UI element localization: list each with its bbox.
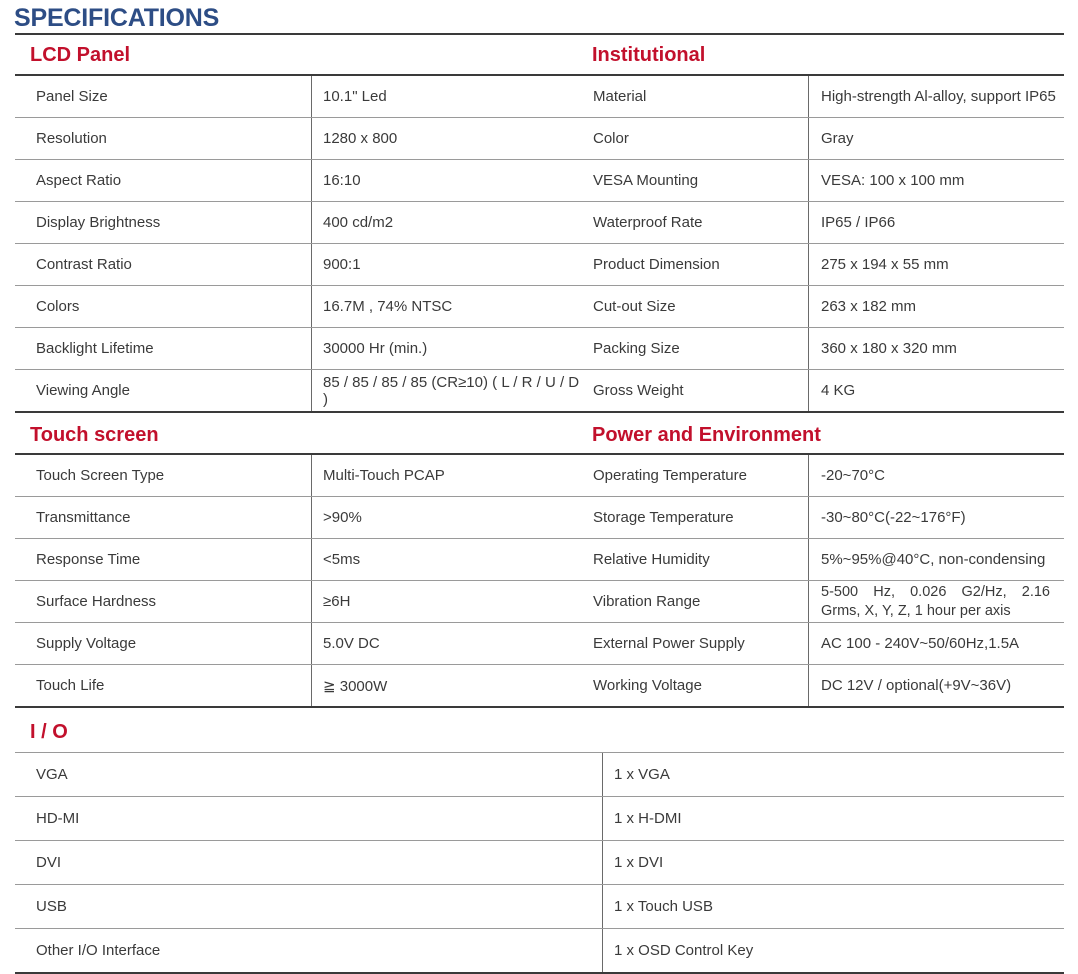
spec-value: ≥6H [312, 581, 581, 623]
page-title: SPECIFICATIONS [14, 4, 220, 32]
table-row [15, 929, 1064, 974]
table-row [15, 497, 580, 539]
spec-key: External Power Supply [580, 623, 809, 665]
table-row [580, 244, 1064, 286]
table-row [15, 286, 580, 328]
spec-value-multiline [809, 581, 1065, 623]
spec-value: 400 cd/m2 [312, 202, 581, 244]
table-row [15, 753, 1064, 797]
spec-key: Transmittance [15, 497, 312, 539]
spec-key: Supply Voltage [15, 623, 312, 665]
spec-value: 16:10 [312, 160, 581, 202]
spec-value: 5.0V DC [312, 623, 581, 665]
spec-value: 263 x 182 mm [809, 286, 1065, 328]
table-row [580, 328, 1064, 370]
spec-key: Vibration Range [580, 581, 809, 623]
table-row [15, 328, 580, 370]
spec-value: 360 x 180 x 320 mm [809, 328, 1065, 370]
section-heading-io: I / O [15, 708, 1064, 753]
left-column [15, 35, 580, 708]
io-table [15, 753, 1064, 974]
spec-key: Colors [15, 286, 312, 328]
table-row [15, 202, 580, 244]
table-row [15, 160, 580, 202]
spec-value: Multi-Touch PCAP [312, 455, 581, 497]
table-row [15, 797, 1064, 841]
spec-key: VGA [15, 753, 603, 797]
spec-key: Aspect Ratio [15, 160, 312, 202]
table-row [580, 76, 1064, 118]
table-row [580, 497, 1064, 539]
power-environment-table [580, 455, 1064, 708]
section-heading-institutional: Institutional [580, 35, 1064, 76]
spec-value-line-1: 5-500 Hz, 0.026 G2/Hz, 2.16 [821, 583, 1050, 600]
spec-value: 30000 Hr (min.) [312, 328, 581, 370]
spec-value: 85 / 85 / 85 / 85 (CR≥10) ( L / R / U / D ) [312, 370, 581, 413]
table-row [15, 581, 580, 623]
spec-value: 900:1 [312, 244, 581, 286]
table-row [15, 623, 580, 665]
spec-key: Panel Size [15, 76, 312, 118]
spec-key: Surface Hardness [15, 581, 312, 623]
spec-value: 4 KG [809, 370, 1065, 413]
spec-value: 1 x DVI [603, 841, 1065, 885]
spec-value: <5ms [312, 539, 581, 581]
table-row [580, 665, 1064, 708]
io-section [15, 708, 1064, 974]
table-row [15, 539, 580, 581]
spec-key: Backlight Lifetime [15, 328, 312, 370]
spec-key: Gross Weight [580, 370, 809, 413]
spec-key: Response Time [15, 539, 312, 581]
table-row [15, 841, 1064, 885]
section-heading-power-environment: Power and Environment [580, 413, 1064, 455]
spec-value: >90% [312, 497, 581, 539]
spec-key: Display Brightness [15, 202, 312, 244]
spec-value: ≧ 3000W [312, 665, 581, 708]
spec-key: Waterproof Rate [580, 202, 809, 244]
table-row [580, 581, 1064, 623]
spec-key: Resolution [15, 118, 312, 160]
table-row [15, 118, 580, 160]
spec-value: IP65 / IP66 [809, 202, 1065, 244]
table-row [580, 202, 1064, 244]
table-row [580, 539, 1064, 581]
table-row [15, 885, 1064, 929]
spec-key: Storage Temperature [580, 497, 809, 539]
spec-value: 1280 x 800 [312, 118, 581, 160]
spec-value: DC 12V / optional(+9V~36V) [809, 665, 1065, 708]
spec-key: Other I/O Interface [15, 929, 603, 974]
spec-key: Operating Temperature [580, 455, 809, 497]
spec-value: High-strength Al-alloy, support IP65 [809, 76, 1065, 118]
spec-value: 10.1" Led [312, 76, 581, 118]
spec-value: 1 x Touch USB [603, 885, 1065, 929]
spec-key: HD-MI [15, 797, 603, 841]
spec-key: USB [15, 885, 603, 929]
table-row [15, 244, 580, 286]
spec-key: Contrast Ratio [15, 244, 312, 286]
spec-key: DVI [15, 841, 603, 885]
spec-value: -20~70°C [809, 455, 1065, 497]
spec-columns [15, 33, 1064, 708]
touch-screen-table [15, 455, 580, 708]
table-row [15, 76, 580, 118]
spec-key: Packing Size [580, 328, 809, 370]
spec-value: Gray [809, 118, 1065, 160]
spec-key: Touch Screen Type [15, 455, 312, 497]
table-row [580, 370, 1064, 413]
table-row [580, 286, 1064, 328]
table-row [580, 623, 1064, 665]
spec-value: 1 x VGA [603, 753, 1065, 797]
spec-key: Product Dimension [580, 244, 809, 286]
spec-key: Color [580, 118, 809, 160]
spec-value: AC 100 - 240V~50/60Hz,1.5A [809, 623, 1065, 665]
spec-value: 16.7M , 74% NTSC [312, 286, 581, 328]
spec-value: 1 x OSD Control Key [603, 929, 1065, 974]
spec-key: Cut-out Size [580, 286, 809, 328]
spec-value: 275 x 194 x 55 mm [809, 244, 1065, 286]
spec-key: Material [580, 76, 809, 118]
spec-value-line-2: Grms, X, Y, Z, 1 hour per axis [821, 602, 1011, 619]
spec-key: VESA Mounting [580, 160, 809, 202]
spec-key: Relative Humidity [580, 539, 809, 581]
institutional-table [580, 76, 1064, 413]
table-row [15, 665, 580, 708]
lcd-panel-table [15, 76, 580, 413]
section-heading-touch-screen: Touch screen [15, 413, 580, 455]
spec-value: -30~80°C(-22~176°F) [809, 497, 1065, 539]
section-heading-lcd-panel: LCD Panel [15, 35, 580, 76]
table-row [580, 455, 1064, 497]
spec-value: VESA: 100 x 100 mm [809, 160, 1065, 202]
table-row [15, 370, 580, 413]
table-row [580, 160, 1064, 202]
spec-key: Viewing Angle [15, 370, 312, 413]
table-row [580, 118, 1064, 160]
spec-key: Touch Life [15, 665, 312, 708]
table-row [15, 455, 580, 497]
right-column [580, 35, 1064, 708]
spec-value: 1 x H-DMI [603, 797, 1065, 841]
spec-value: 5%~95%@40°C, non-condensing [809, 539, 1065, 581]
spec-key: Working Voltage [580, 665, 809, 708]
